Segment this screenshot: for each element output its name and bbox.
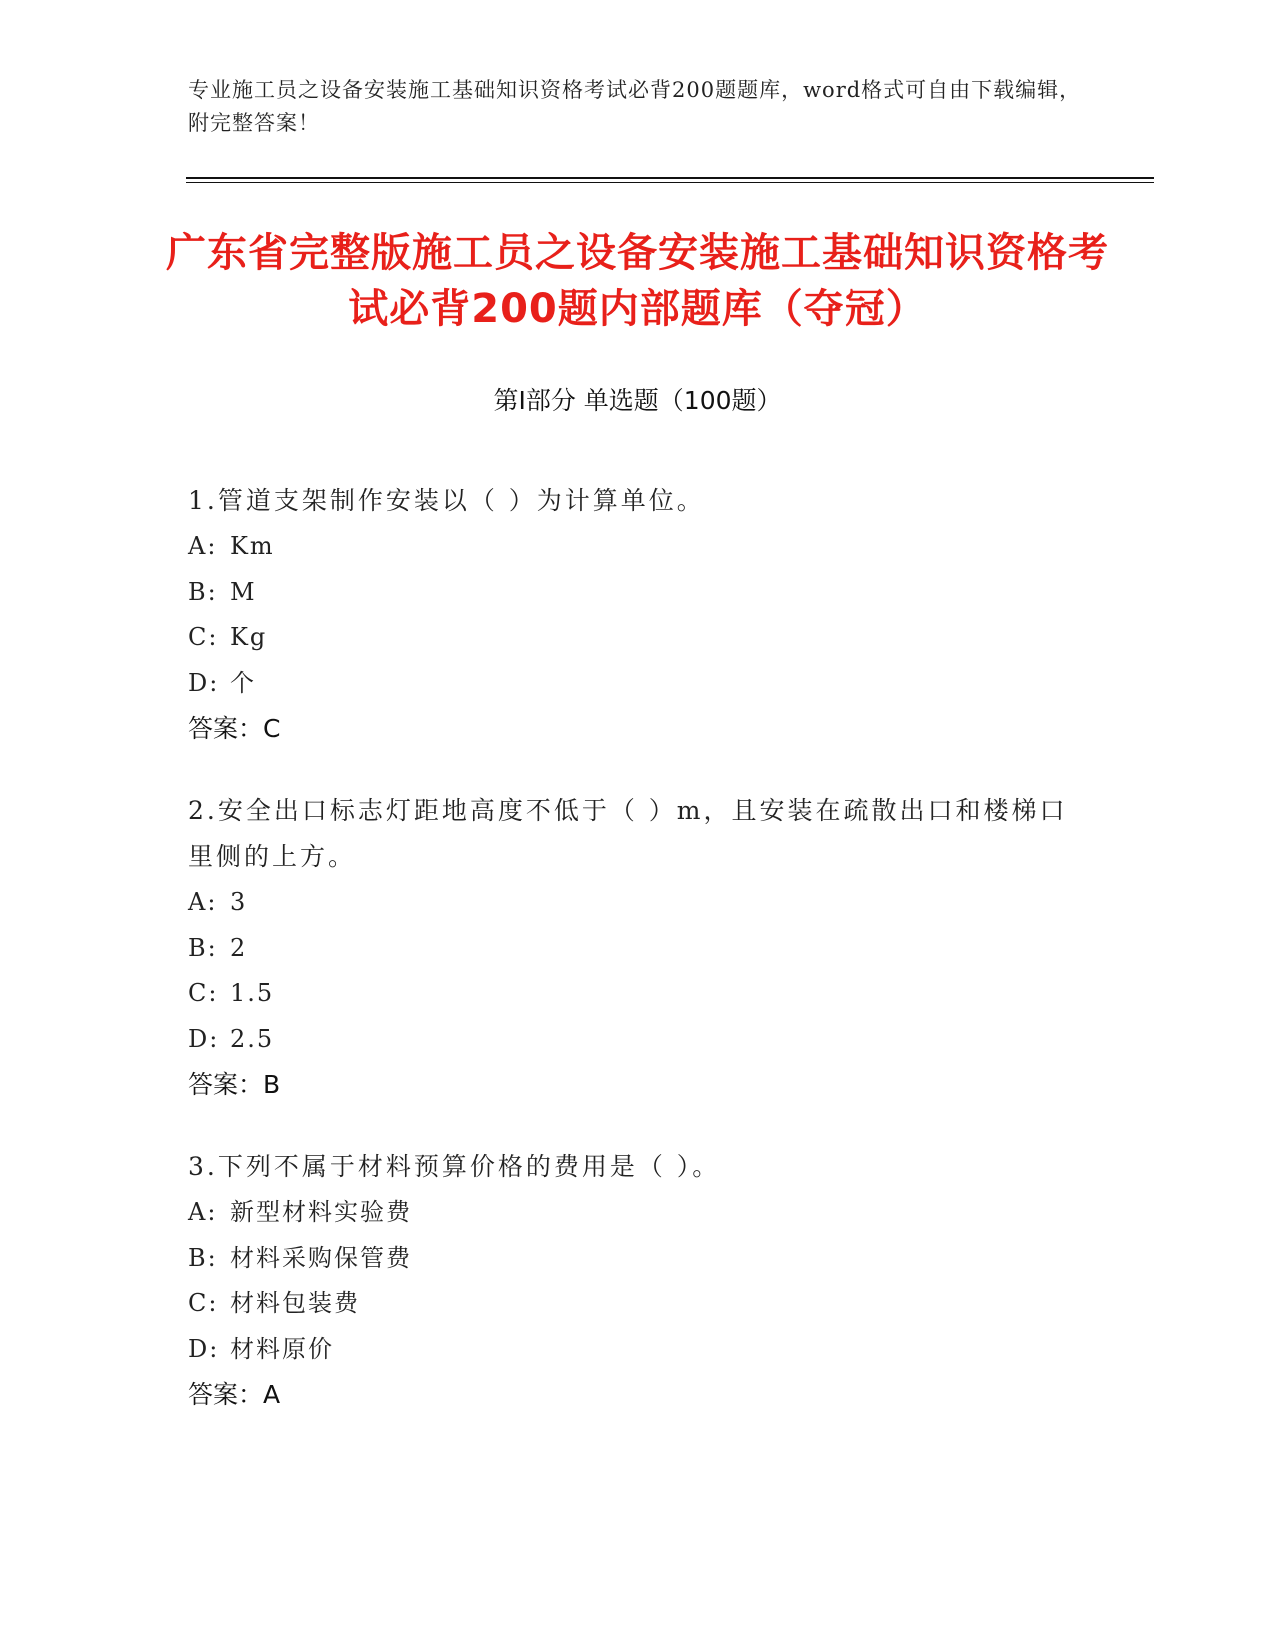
option-text: 材料包装费 bbox=[230, 1289, 360, 1317]
answer-line bbox=[188, 1372, 1068, 1418]
section-heading: 第I部分 单选题（100题） bbox=[493, 386, 782, 415]
option-key: D: bbox=[188, 1334, 220, 1363]
option-b bbox=[188, 926, 1068, 972]
question-stem: 3.下列不属于材料预算价格的费用是（ ）。 bbox=[188, 1152, 721, 1181]
option-text: 1.5 bbox=[230, 979, 275, 1007]
option-a bbox=[188, 880, 1068, 926]
option-text: 新型材料实验费 bbox=[230, 1198, 412, 1226]
option-key: A: bbox=[188, 532, 218, 560]
answer-label: 答案： bbox=[188, 1380, 264, 1409]
header-note: 专业施工员之设备安装施工基础知识资格考试必背200题题库，word格式可自由下载编辑，附完整答案！ bbox=[188, 78, 1082, 135]
answer-line bbox=[188, 1062, 1068, 1108]
option-d bbox=[188, 1017, 1068, 1063]
option-c bbox=[188, 971, 1068, 1017]
answer-line bbox=[188, 706, 1068, 752]
option-text: 2.5 bbox=[230, 1024, 275, 1053]
option-c bbox=[188, 1281, 1068, 1327]
answer-value: A bbox=[263, 1380, 281, 1409]
header-rule-thin bbox=[186, 182, 1154, 183]
option-key: C: bbox=[188, 979, 219, 1007]
option-text: 材料原价 bbox=[230, 1334, 334, 1363]
header-rule-thick bbox=[186, 177, 1154, 179]
question-list bbox=[188, 478, 1068, 1454]
option-key: B: bbox=[188, 1243, 218, 1272]
question-1 bbox=[188, 478, 1068, 752]
option-a bbox=[188, 1190, 1068, 1236]
option-key: A: bbox=[188, 1198, 218, 1226]
option-key: B: bbox=[188, 933, 218, 962]
option-text: Kg bbox=[230, 623, 268, 651]
option-d bbox=[188, 661, 1068, 707]
option-key: B: bbox=[188, 577, 218, 606]
question-stem: 2.安全出口标志灯距地高度不低于（ ）m，且安装在疏散出口和楼梯口里侧的上方。 bbox=[188, 796, 1068, 871]
option-key: C: bbox=[188, 1289, 219, 1317]
question-2 bbox=[188, 788, 1068, 1108]
answer-value: C bbox=[263, 714, 281, 743]
option-b bbox=[188, 1236, 1068, 1282]
option-a bbox=[188, 524, 1068, 570]
option-text: 2 bbox=[230, 933, 248, 962]
answer-label: 答案： bbox=[188, 1070, 264, 1099]
question-stem: 1.管道支架制作安装以（ ）为计算单位。 bbox=[188, 486, 705, 515]
option-key: A: bbox=[188, 888, 218, 916]
answer-value: B bbox=[263, 1070, 281, 1099]
option-text: 3 bbox=[230, 888, 248, 916]
answer-label: 答案： bbox=[188, 714, 264, 743]
option-text: 个 bbox=[230, 668, 256, 697]
option-key: C: bbox=[188, 623, 219, 651]
question-3 bbox=[188, 1144, 1068, 1418]
option-c bbox=[188, 615, 1068, 661]
option-text: Km bbox=[230, 532, 275, 560]
option-key: D: bbox=[188, 668, 220, 697]
document-title: 广东省完整版施工员之设备安装施工基础知识资格考试必背200题内部题库（夺冠） bbox=[166, 230, 1109, 332]
option-text: 材料采购保管费 bbox=[230, 1243, 412, 1272]
option-d bbox=[188, 1327, 1068, 1373]
option-key: D: bbox=[188, 1024, 220, 1053]
option-b bbox=[188, 570, 1068, 616]
option-text: M bbox=[230, 577, 257, 606]
